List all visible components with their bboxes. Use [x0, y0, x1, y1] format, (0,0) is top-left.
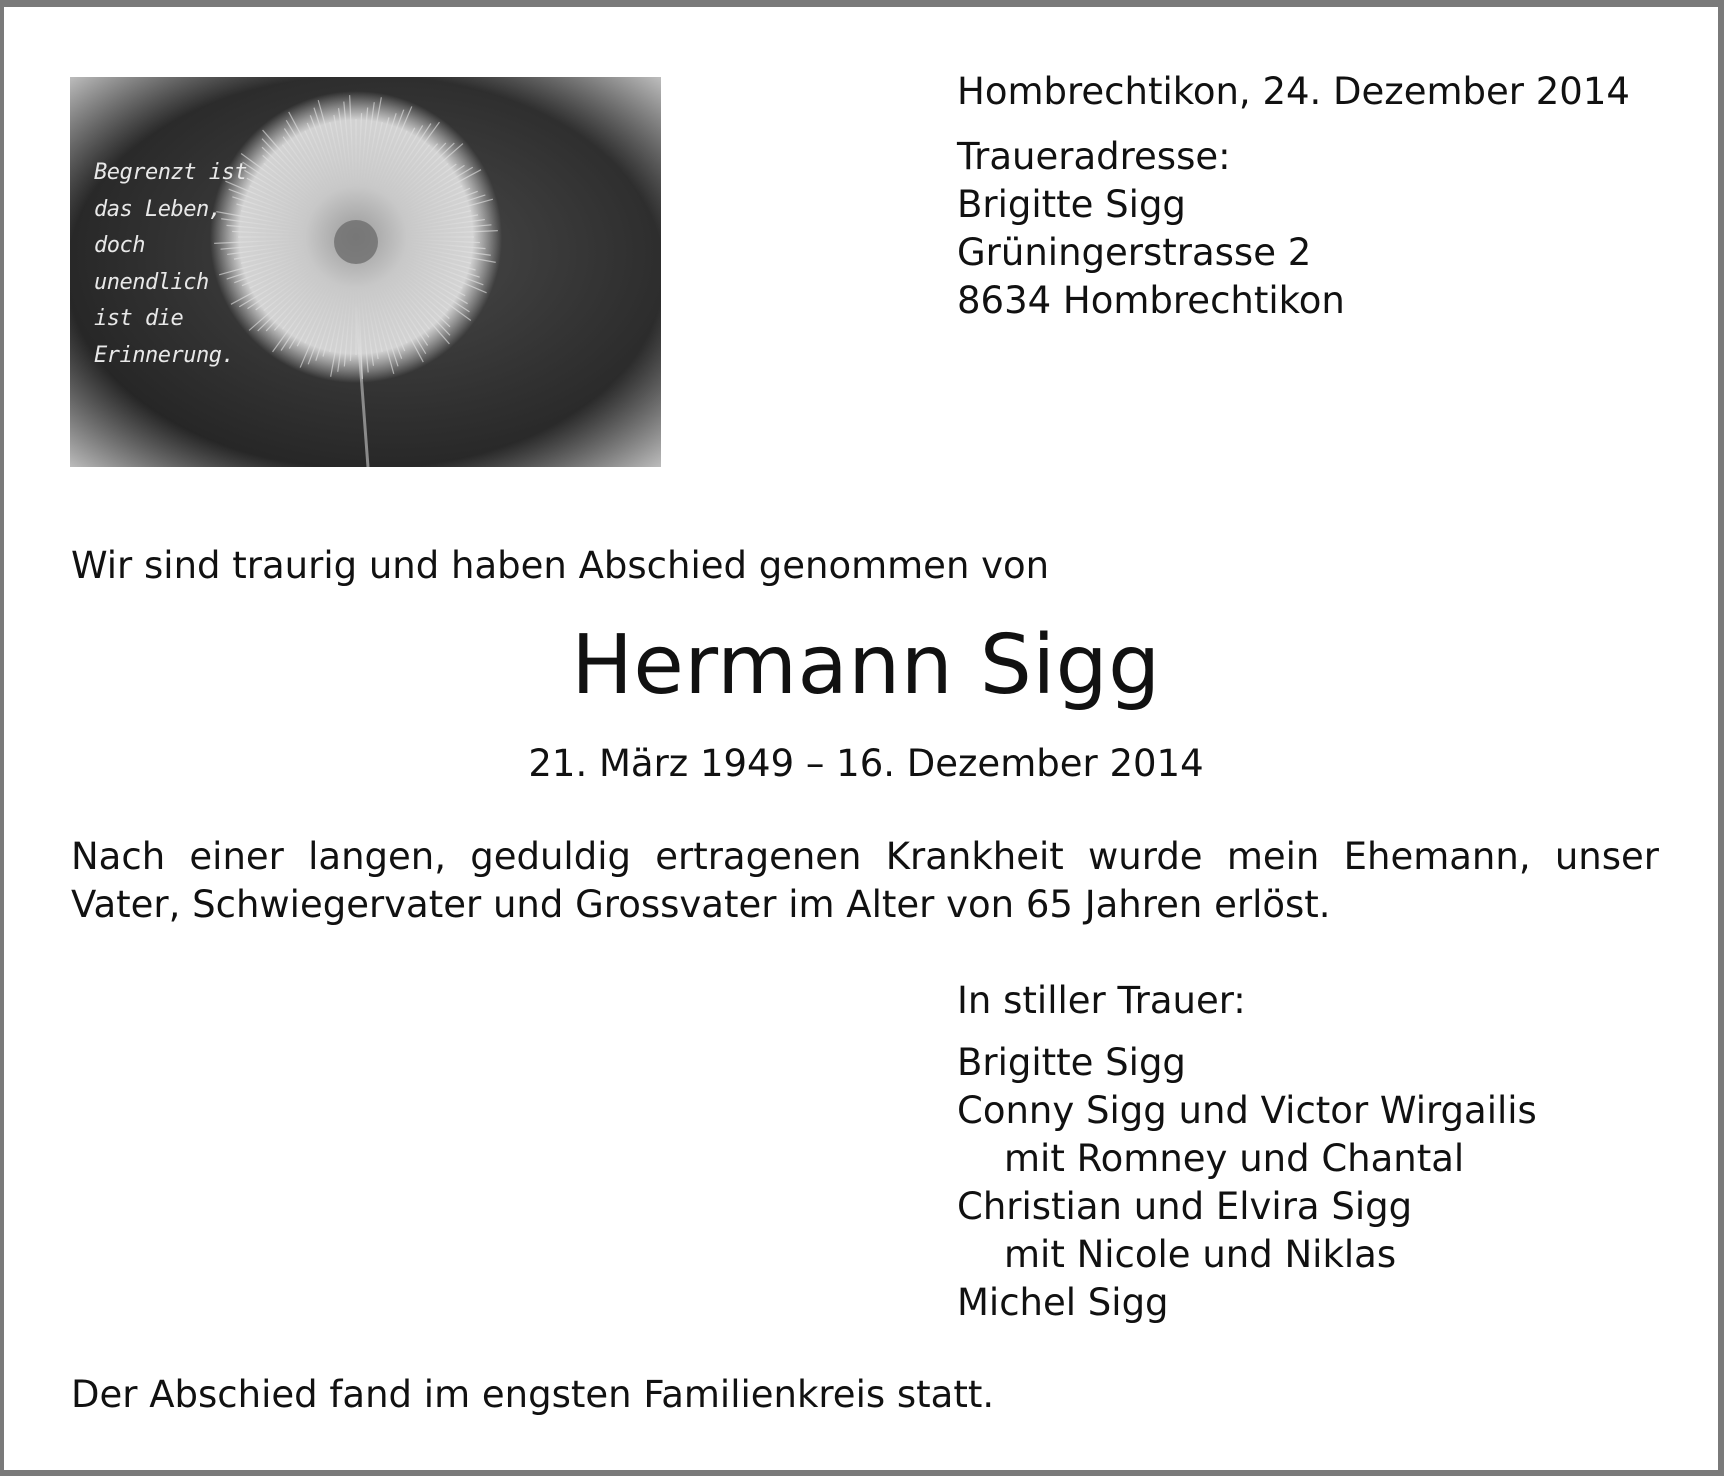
mourners-label: In stiller Trauer: — [957, 979, 1246, 1022]
mourner-line: Conny Sigg und Victor Wirgailis — [957, 1089, 1537, 1132]
closing-text: Der Abschied fand im engsten Familienkreis statt. — [71, 1373, 995, 1416]
mourning-address-street: Grüningerstrasse 2 — [957, 231, 1312, 274]
announcement-text: Nach einer langen, geduldig ertragenen Krankheit wurde mein Ehemann, unser Vater, Schwiegervater und Grossvater im Alter von 65 Jahren erlöst. — [71, 835, 1659, 926]
mourner-line: mit Nicole und Niklas — [1004, 1233, 1397, 1276]
life-dates: 21. März 1949 – 16. Dezember 2014 — [528, 742, 1204, 785]
mourners-list — [957, 1039, 1537, 1327]
mourning-address-label: Traueradresse: — [957, 135, 1231, 178]
mourning-address-city: 8634 Hombrechtikon — [957, 279, 1345, 322]
mourner-line: Christian und Elvira Sigg — [957, 1185, 1413, 1228]
deceased-name: Hermann Sigg — [571, 618, 1161, 713]
place-and-date: Hombrechtikon, 24. Dezember 2014 — [957, 70, 1630, 113]
intro-text: Wir sind traurig und haben Abschied genommen von — [71, 544, 1050, 587]
mourning-address-name: Brigitte Sigg — [957, 183, 1186, 226]
dandelion-photo — [70, 77, 661, 467]
mourner-line: Michel Sigg — [957, 1281, 1169, 1324]
mourner-line: mit Romney und Chantal — [1004, 1137, 1465, 1180]
photo-quote: Begrenzt ist das Leben, doch unendlich ist die Erinnerung. — [94, 160, 247, 368]
mourner-line: Brigitte Sigg — [957, 1041, 1186, 1084]
